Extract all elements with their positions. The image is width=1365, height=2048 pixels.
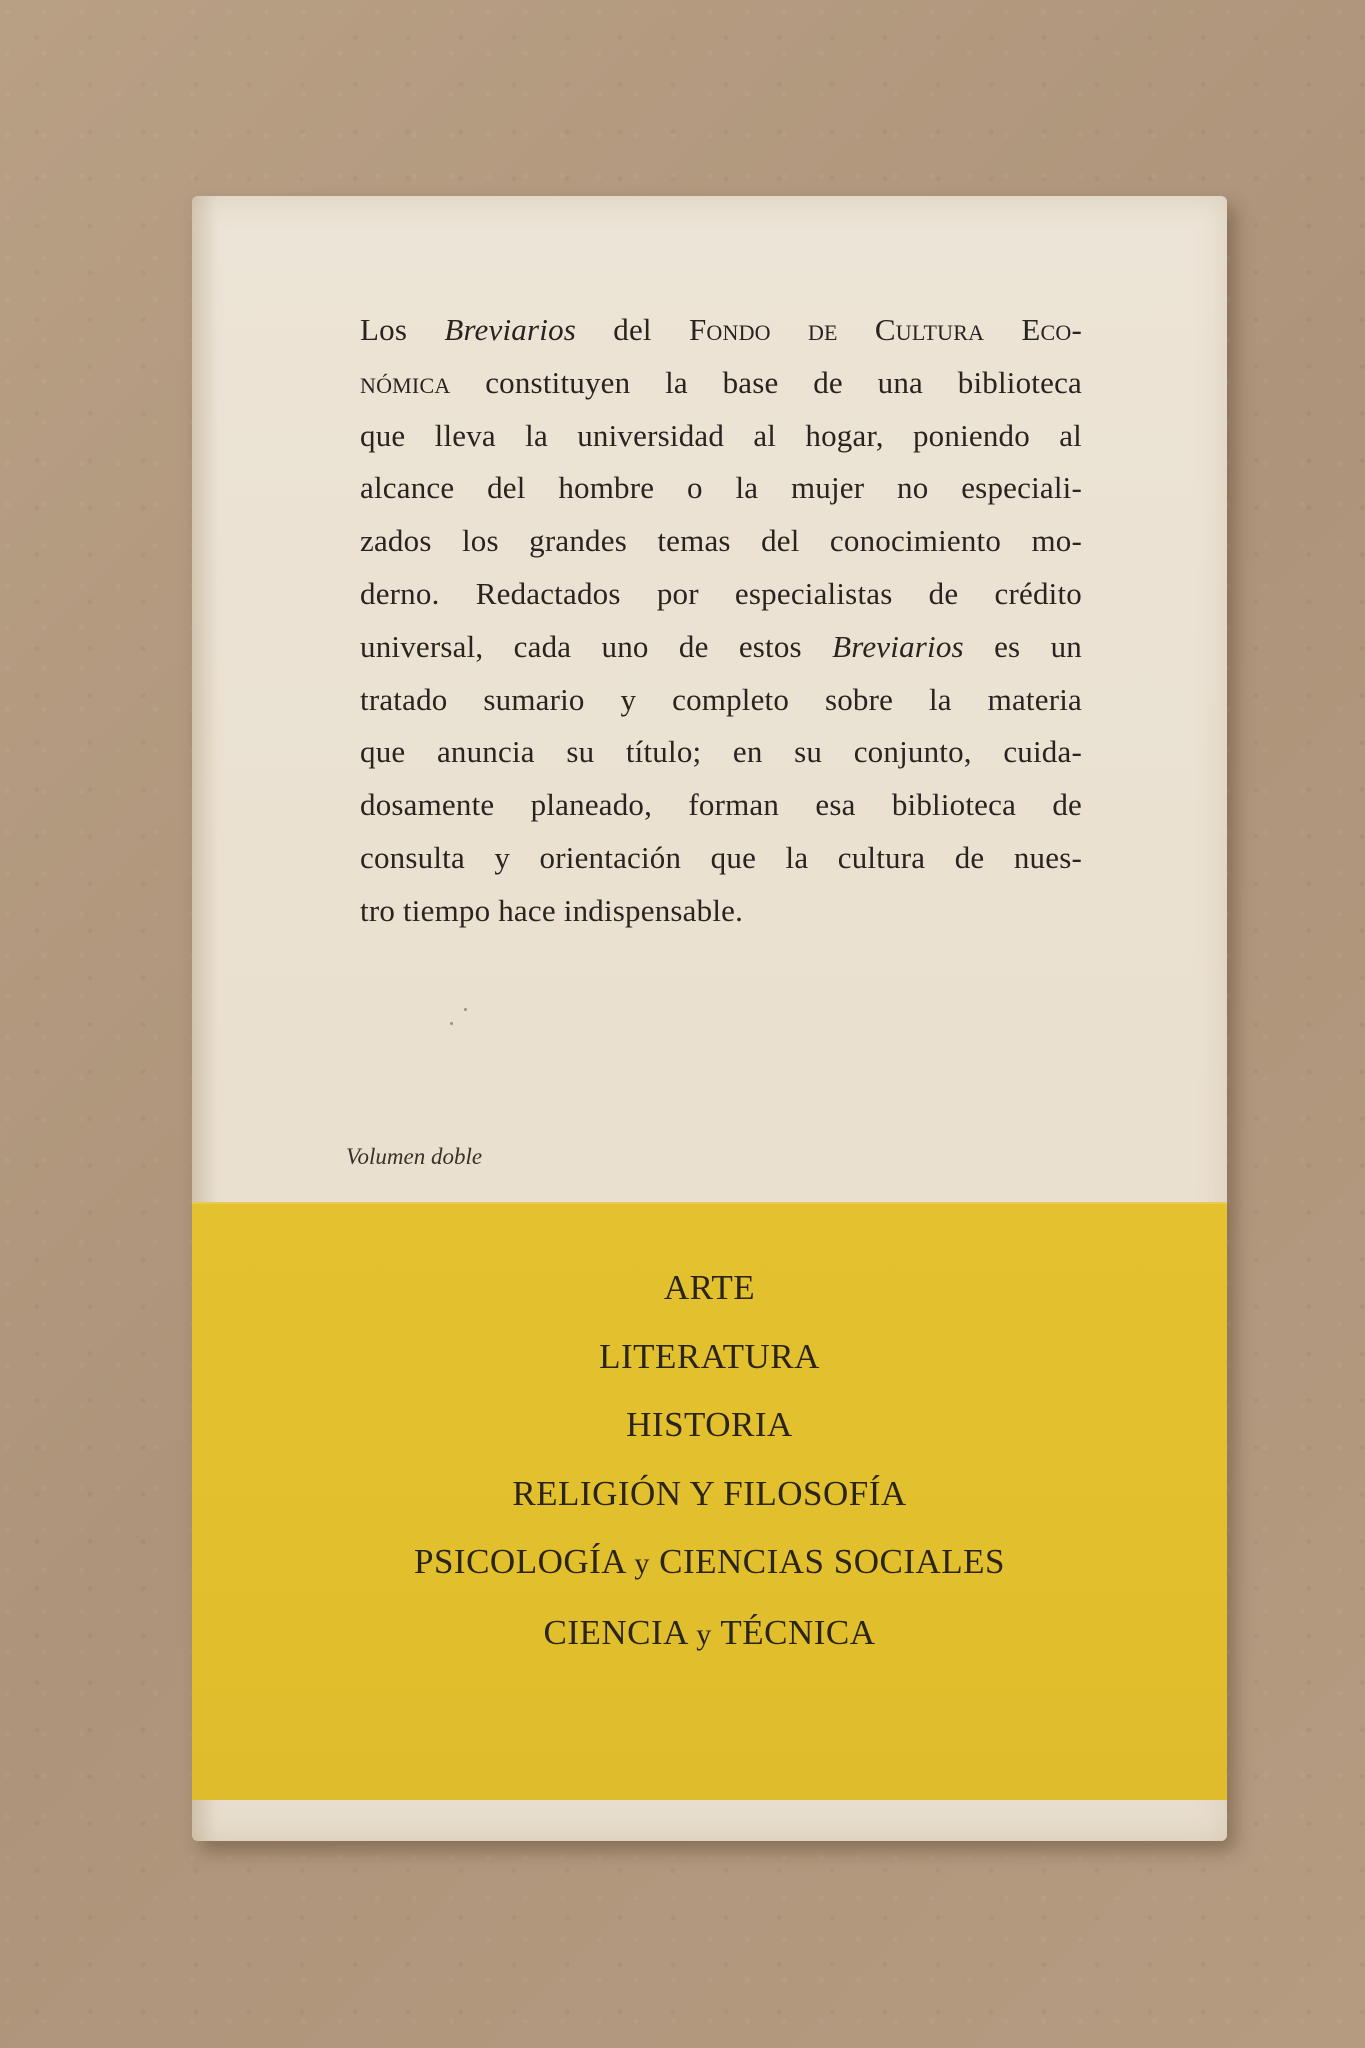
blurb-line: dosamente planeado, forman esa biblioteca de — [360, 787, 1082, 823]
blurb-text: del — [576, 312, 689, 347]
category-conjunction: y — [696, 1617, 712, 1651]
blurb-text: universal, cada uno de estos — [360, 628, 833, 664]
category-psicologia-ciencias-sociales — [192, 1528, 1227, 1599]
blurb-line: consulta y orientación que la cultura de nues- — [360, 839, 1082, 875]
blurb-line: que lleva la universidad al hogar, poniendo al — [360, 417, 1082, 453]
blurb-line: que anuncia su título; en su conjunto, cuida- — [360, 734, 1082, 770]
book-back-cover — [192, 196, 1227, 1841]
category-historia: HISTORIA — [626, 1405, 793, 1444]
volume-label: Volumen doble — [346, 1144, 483, 1169]
category-part: CIENCIAS SOCIALES — [659, 1542, 1006, 1581]
blurb-line: zados los grandes temas del conocimiento mo- — [360, 523, 1082, 559]
blurb-line — [360, 357, 1082, 410]
blurb-line — [360, 304, 1082, 357]
blurb-line: derno. Redactados por especialistas de crédito — [360, 575, 1082, 611]
category-ciencia-tecnica — [192, 1599, 1227, 1670]
publisher-blurb — [360, 304, 1082, 938]
category-conjunction: y — [634, 1547, 650, 1580]
category-part: CIENCIA — [543, 1612, 687, 1652]
category-arte: ARTE — [663, 1268, 756, 1307]
category-part: TÉCNICA — [720, 1612, 876, 1652]
blurb-line: alcance del hombre o la mujer no especiali- — [360, 470, 1082, 506]
blurb-text: es un — [963, 628, 1082, 664]
blurb-line — [360, 621, 1082, 674]
paper-speck — [450, 1022, 453, 1025]
series-name: Breviarios — [444, 312, 577, 347]
blurb-line: tratado sumario y completo sobre la materia — [360, 681, 1082, 717]
category-part: PSICOLOGÍA — [413, 1542, 626, 1581]
publisher-name-cont: nómica — [360, 364, 451, 400]
series-name: Breviarios — [832, 628, 964, 664]
paper-speck — [464, 1008, 467, 1011]
category-literatura: LITERATURA — [599, 1336, 820, 1376]
category-list — [192, 1254, 1227, 1669]
blurb-text: constituyen la base de una biblioteca — [450, 364, 1082, 400]
category-religion-filosofia: RELIGIÓN Y FILOSOFÍA — [512, 1473, 907, 1513]
blurb-text: Los — [360, 312, 445, 347]
blurb-line: tro tiempo hace indispensable. — [360, 892, 744, 928]
category-band — [192, 1202, 1227, 1800]
publisher-name: Fondo de Cultura Eco- — [688, 312, 1082, 347]
